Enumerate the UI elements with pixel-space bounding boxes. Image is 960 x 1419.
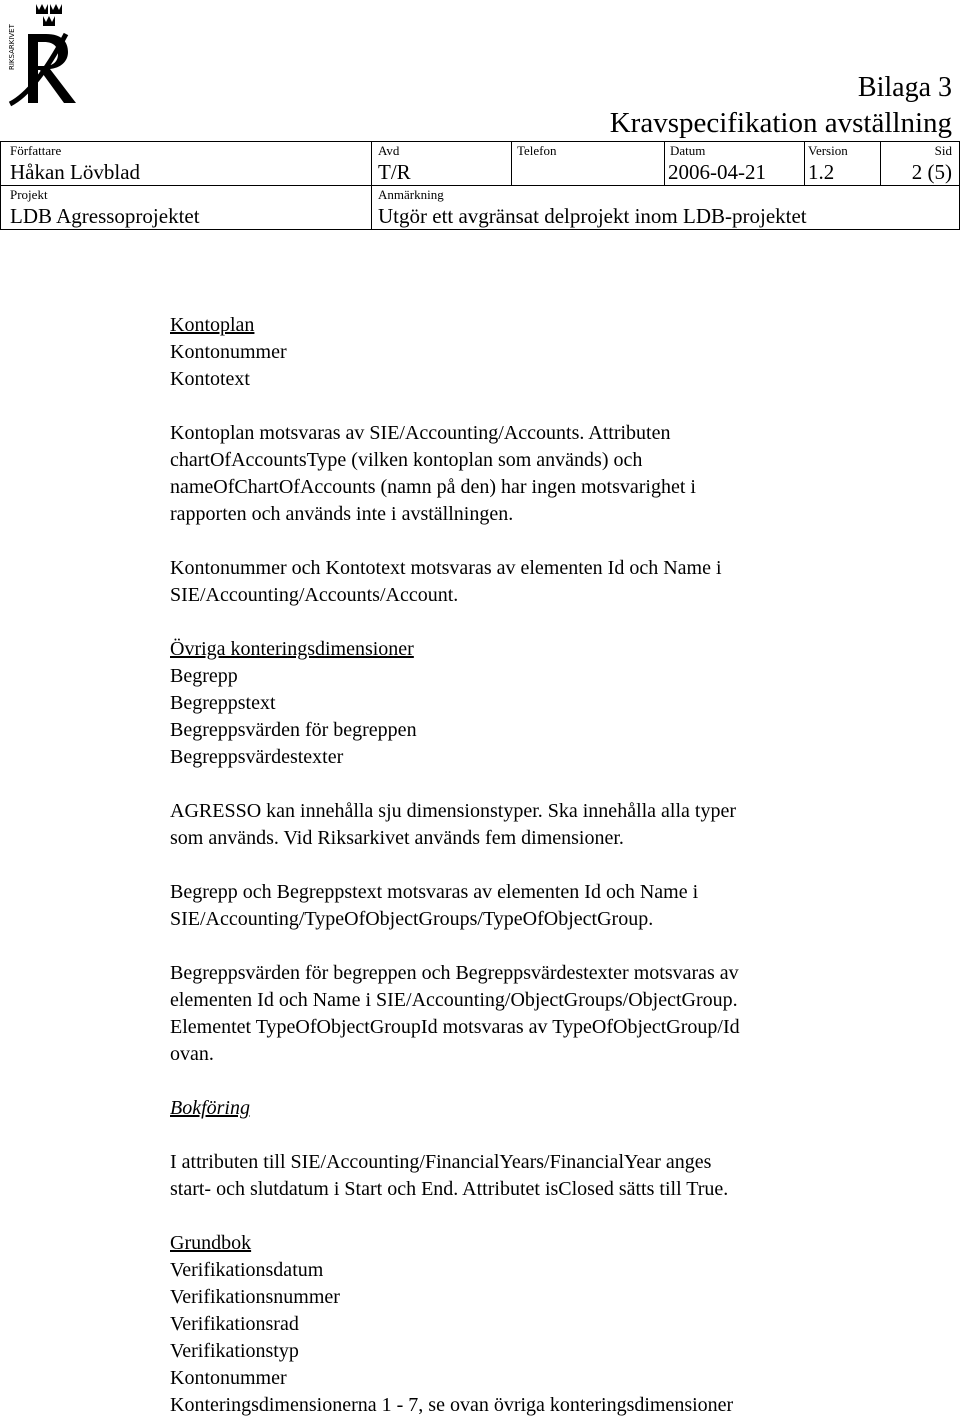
paragraph-line: SIE/Accounting/Accounts/Account. xyxy=(170,584,459,606)
header-bottom-border xyxy=(0,229,960,230)
paragraph-line: nameOfChartOfAccounts (namn på den) har ingen motsvarighet i xyxy=(170,476,696,498)
date-label: Datum xyxy=(670,143,706,158)
list-item: Verifikationsdatum xyxy=(170,1259,324,1281)
paragraph-line: I attributen till SIE/Accounting/FinancialYears/FinancialYear anges xyxy=(170,1151,712,1173)
department-value: T/R xyxy=(378,160,411,184)
list-item: Kontonummer xyxy=(170,341,287,363)
header-middle-border xyxy=(0,185,960,186)
paragraph-line: ovan. xyxy=(170,1043,214,1065)
project-value: LDB Agressoprojektet xyxy=(10,204,200,228)
header-top-border xyxy=(0,141,960,142)
crown-icon xyxy=(36,4,62,26)
list-item: Konteringsdimensionerna 1 - 7, se ovan övriga konteringsdimensioner xyxy=(170,1394,734,1416)
list-item: Kontonummer xyxy=(170,1367,287,1389)
paragraph-line: Elementet TypeOfObjectGroupId motsvaras av TypeOfObjectGroup/Id xyxy=(170,1016,740,1038)
bilaga-label: Bilaga 3 xyxy=(857,72,952,103)
section-heading-grundbok: Grundbok xyxy=(170,1232,252,1254)
document-body xyxy=(170,312,850,1419)
list-item: Begreppstext xyxy=(170,692,276,714)
paragraph-line: AGRESSO kan innehålla sju dimensionstyper. Ska innehålla alla typer xyxy=(170,800,737,822)
list-item: Verifikationsrad xyxy=(170,1313,299,1335)
section-heading-kontoplan: Kontoplan xyxy=(170,314,255,336)
author-value: Håkan Lövblad xyxy=(10,160,141,184)
svg-text:RIKSARKIVET: RIKSARKIVET xyxy=(8,24,16,70)
paragraph-line: Kontoplan motsvaras av SIE/Accounting/Accounts. Attributen xyxy=(170,422,671,444)
paragraph-line: chartOfAccountsType (vilken kontoplan som används) och xyxy=(170,449,643,471)
list-item: Verifikationstyp xyxy=(170,1340,299,1362)
document-title: Kravspecifikation avställning xyxy=(609,107,952,139)
list-item: Verifikationsnummer xyxy=(170,1286,340,1308)
riksarkivet-logo xyxy=(8,0,88,115)
remark-label: Anmärkning xyxy=(378,187,444,202)
paragraph-line: elementen Id och Name i SIE/Accounting/ObjectGroups/ObjectGroup. xyxy=(170,989,738,1011)
paragraph-line: Begrepp och Begreppstext motsvaras av elementen Id och Name i xyxy=(170,881,699,903)
section-heading-ovriga: Övriga konteringsdimensioner xyxy=(170,638,414,660)
version-label: Version xyxy=(808,143,848,158)
list-item: Kontotext xyxy=(170,368,250,390)
section-heading-bokforing: Bokföring xyxy=(170,1097,250,1119)
author-label: Författare xyxy=(10,143,62,158)
remark-value: Utgör ett avgränsat delprojekt inom LDB-projektet xyxy=(378,204,807,228)
list-item: Begrepp xyxy=(170,665,238,687)
paragraph-line: SIE/Accounting/TypeOfObjectGroups/TypeOfObjectGroup. xyxy=(170,908,654,930)
paragraph-line: som används. Vid Riksarkivet används fem dimensioner. xyxy=(170,827,624,849)
list-item: Begreppsvärden för begreppen xyxy=(170,719,417,741)
page-label: Sid xyxy=(934,143,952,158)
phone-label: Telefon xyxy=(517,143,557,158)
paragraph-line: rapporten och används inte i avställningen. xyxy=(170,503,514,525)
paragraph-line: Kontonummer och Kontotext motsvaras av elementen Id och Name i xyxy=(170,557,722,579)
date-value: 2006-04-21 xyxy=(668,160,766,184)
department-label: Avd xyxy=(378,143,400,158)
paragraph-line: Begreppsvärden för begreppen och Begreppsvärdestexter motsvaras av xyxy=(170,962,739,984)
project-label: Projekt xyxy=(10,187,48,202)
paragraph-line: start- och slutdatum i Start och End. Attributet isClosed sätts till True. xyxy=(170,1178,729,1200)
version-value: 1.2 xyxy=(808,160,835,184)
list-item: Begreppsvärdestexter xyxy=(170,746,344,768)
page-number: 2 (5) xyxy=(911,160,952,184)
